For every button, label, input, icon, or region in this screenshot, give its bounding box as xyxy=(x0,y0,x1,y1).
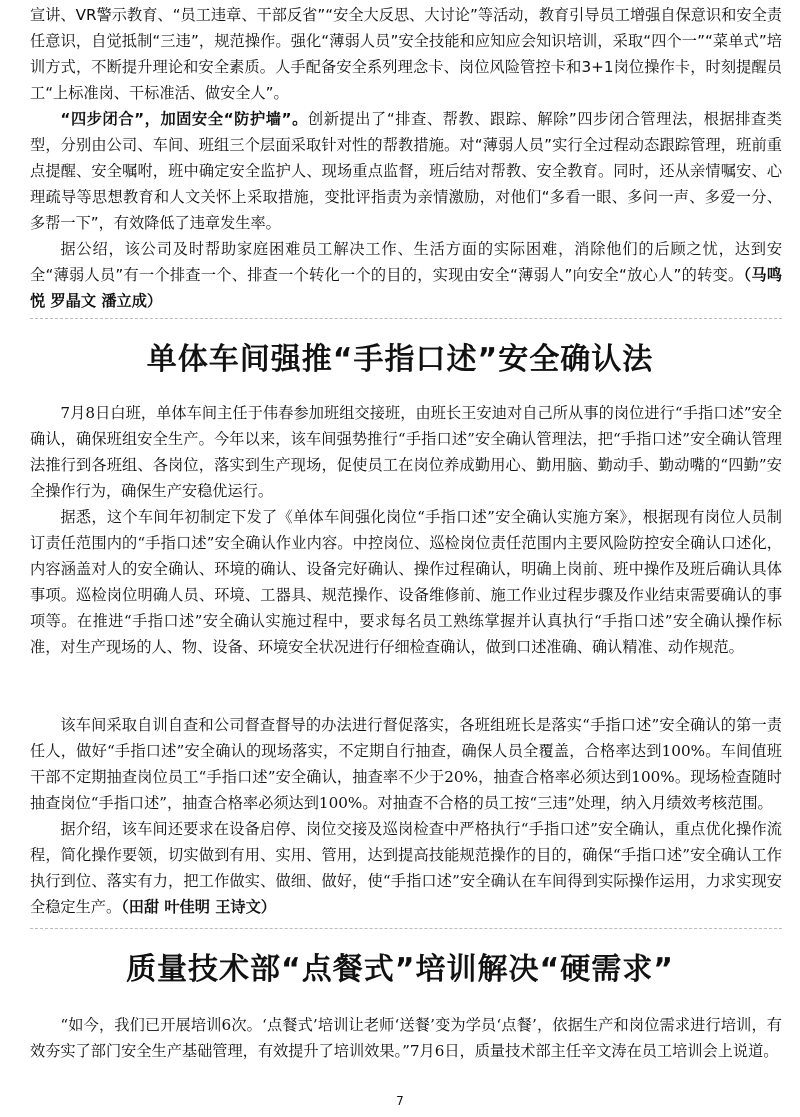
article1-subheading: “四步闭合”，加固安全“防护墙”。 xyxy=(60,110,308,128)
article2-byline: （田甜 叶佳明 王诗文） xyxy=(121,898,276,916)
article1-paragraph-3 xyxy=(30,236,782,314)
article2-paragraph-2: 据悉，这个车间年初制定下发了《单体车间强化岗位“手指口述”安全确认实施方案》，根据现有岗位人员制订责任范围内的“手指口述”安全确认作业内容。中控岗位、巡检岗位责任范围内主要风险防控安全确认口述化，内容涵盖对人的安全确认、环境的确认、设备完好确认、操作过程确认，明确上岗前、班中操作及班后确认具体事项。巡检岗位明确人员、环境、工器具、规范操作、设备维修前、施工作业过程步骤及作业结束需要确认的事项等。在推进“手指口述”安全确认实施过程中，要求每名员工熟练掌握并认真执行“手指口述”安全确认操作标准，对生产现场的人、物、设备、环境安全状况进行仔细检查确认，做到口述准确、确认精准、动作规范。 xyxy=(30,508,782,656)
article3-title: 质量技术部“点餐式”培训解决“硬需求” xyxy=(126,952,674,987)
article1-byline: （马鸣悦 罗晶文 潘立成） xyxy=(30,266,782,310)
article1-paragraph-2-body: 创新提出了“排查、帮教、跟踪、解除”四步闭合管理法，根据排查类型，分别由公司、车间、班组三个层面采取针对性的帮教措施。对“薄弱人员”实行全过程动态跟踪管理，班前重点提醒、安全嘱咐，班中确定安全监护人、现场重点监督，班后结对帮教、安全教育。同时，还从亲情嘱安、心理疏导等思想教育和人文关怀上采取措施，变批评指责为亲情激励，对他们“多看一眼、多问一声、多爱一分、多帮一下”，有效降低了违章发生率。 xyxy=(30,110,782,232)
article2-title: 单体车间强推“手指口述”安全确认法 xyxy=(146,342,654,377)
article2-paragraph-3: 该车间采取自训自查和公司督查督导的办法进行督促落实，各班组班长是落实“手指口述”安全确认的第一责任人，做好“手指口述”安全确认的现场落实，不定期自行抽查，确保人员全覆盖，合格率达到100%。车间值班干部不定期抽查岗位员工“手指口述”安全确认，抽查率不少于20%，抽查合格率必须达到100%。现场检查随时抽查岗位“手指口述”，抽查合格率必须达到100%。对抽查不合格的员工按“三违”处理，纳入月绩效考核范围。 xyxy=(30,716,782,812)
section-divider-2 xyxy=(30,928,782,929)
article1-paragraph-2 xyxy=(30,106,782,236)
article2-paragraph-4 xyxy=(30,816,782,920)
section-divider-1 xyxy=(30,318,782,319)
article1-paragraph-3-body: 据公绍，该公司及时帮助家庭困难员工解决工作、生活方面的实际困难，消除他们的后顾之忧，达到安全“薄弱人员”有一个排查一个、排查一个转化一个的目的，实现由安全“薄弱人”向安全“放心人”的转变。 xyxy=(30,240,782,284)
page-number: 7 xyxy=(396,1094,404,1108)
article2-paragraph-4-body: 据介绍，该车间还要求在设备启停、岗位交接及巡岗检查中严格执行“手指口述”安全确认，重点优化操作流程，简化操作要领，切实做到有用、实用、管用，达到提高技能规范操作的目的，确保“手指口述”安全确认工作执行到位、落实有力，把工作做实、做细、做好，使“手指口述”安全确认在车间得到实际操作运用，力求实现安全稳定生产。 xyxy=(30,820,782,916)
article2-paragraph-1: 7月8日白班，单体车间主任于伟春参加班组交接班，由班长王安迪对自己所从事的岗位进行“手指口述”安全确认，确保班组安全生产。今年以来，该车间强势推行“手指口述”安全确认管理法，把“手指口述”安全确认管理法推行到各班组、各岗位，落实到生产现场，促使员工在岗位养成勤用心、勤用脑、勤动手、勤动嘴的“四勤”安全操作行为，确保生产安稳优运行。 xyxy=(30,404,782,500)
article3-paragraph-1: “如今，我们已开展培训6次。‘点餐式’培训让老师‘送餐’变为学员‘点餐’，依据生产和岗位需求进行培训，有效夯实了部门安全生产基础管理，有效提升了培训效果。”7月6日，质量技术部主任辛文涛在员工培训会上说道。 xyxy=(30,1016,782,1060)
article1-paragraph-1: 宣讲、VR警示教育、“员工违章、干部反省”“安全大反思、大讨论”等活动，教育引导员工增强自保意识和安全责任意识，自觉抵制“三违”，规范操作。强化“薄弱人员”安全技能和应知应会知识培训，采取“四个一”“菜单式”培训方式，不断提升理论和安全素质。人手配备安全系列理念卡、岗位风险管控卡和3+1岗位操作卡，时刻提醒员工“上标准岗、干标准活、做安全人”。 xyxy=(30,6,782,102)
